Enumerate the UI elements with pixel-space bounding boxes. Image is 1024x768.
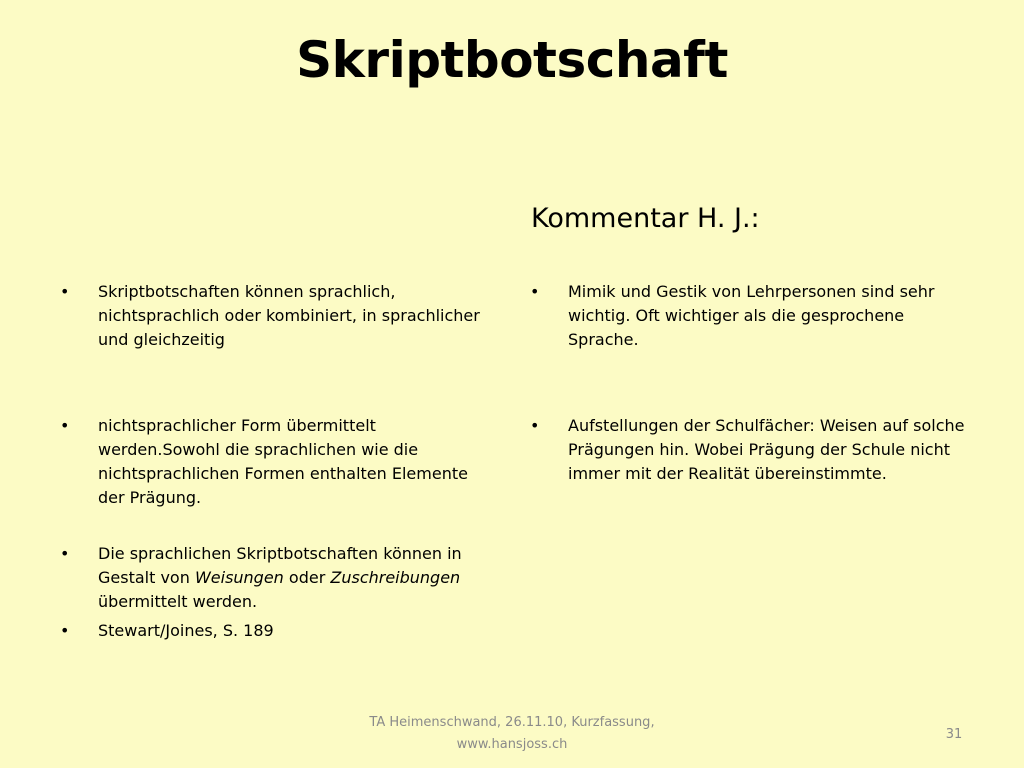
bullet-glyph: • (60, 621, 70, 640)
emphasis-weisungen: Weisungen (194, 568, 284, 587)
emphasis-zuschreibungen: Zuschreibungen (330, 568, 461, 587)
left-bullet-1-text: Skriptbotschaften können sprachlich, nichtsprachlich oder kombiniert, in sprachlicher und gleichzeitig (98, 282, 480, 349)
slide-title: Skriptbotschaft (296, 31, 728, 89)
page-number: 31 (945, 727, 963, 742)
bullet-glyph: • (60, 282, 70, 301)
footer-line-1: TA Heimenschwand, 26.11.10, Kurzfassung, (369, 715, 655, 730)
footer (330, 712, 694, 756)
left-bullet-3-part3: übermittelt werden. (98, 592, 258, 611)
comment-heading: Kommentar H. J.: (531, 203, 760, 234)
bullet-glyph: • (60, 544, 70, 563)
left-bullet-3-text (98, 542, 498, 614)
footer-line-2: www.hansjoss.ch (456, 737, 568, 752)
right-bullet-2-text: Aufstellungen der Schulfächer: Weisen auf solche Prägungen hin. Wobei Prägung der Schule nicht immer mit der Realität übereinstimmte. (568, 416, 965, 483)
left-bullet-4-text: Stewart/Joines, S. 189 (98, 621, 274, 640)
left-bullet-2-text: nichtsprachlicher Form übermittelt werden.Sowohl die sprachlichen wie die nichtsprachlichen Formen enthalten Elemente der Prägung. (98, 416, 468, 507)
bullet-glyph: • (530, 416, 540, 435)
left-bullet-3-part1: Die sprachlichen Skriptbotschaften können in Gestalt von (98, 544, 462, 587)
left-bullet-3-part2: oder (283, 568, 331, 587)
bullet-glyph: • (60, 416, 70, 435)
right-bullet-1-text: Mimik und Gestik von Lehrpersonen sind sehr wichtig. Oft wichtiger als die gesprochene Sprache. (568, 282, 935, 349)
bullet-glyph: • (530, 282, 540, 301)
